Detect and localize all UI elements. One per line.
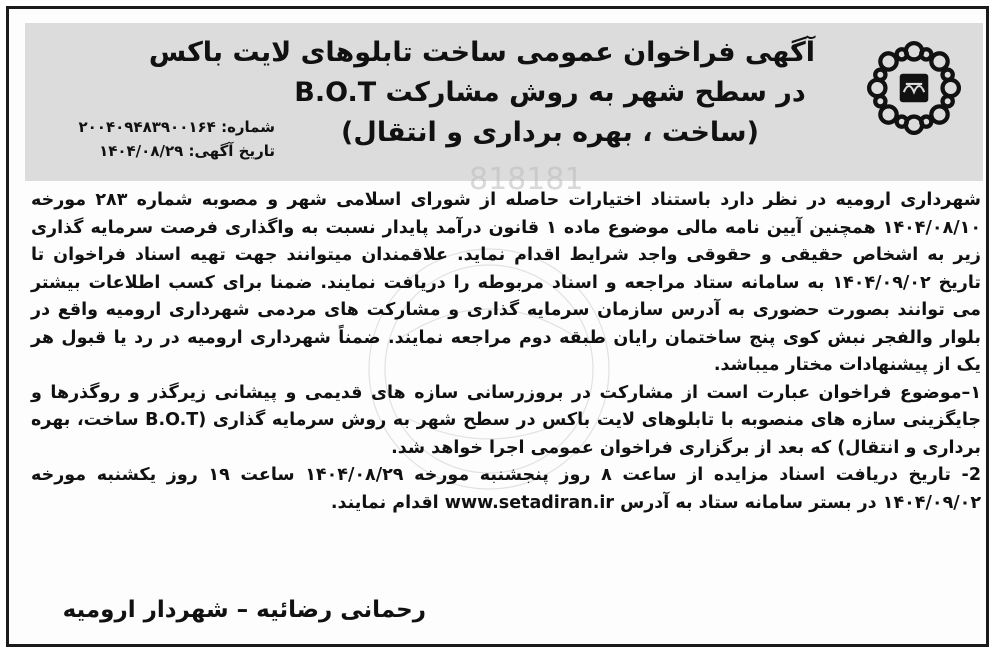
notice-body <box>31 187 981 517</box>
item-2-tail: اقدام نمایند. <box>330 492 439 513</box>
notice-meta <box>35 115 275 163</box>
signature: رحمانی رضائیه – شهردار ارومیه <box>62 597 426 623</box>
intro-paragraph: شهرداری ارومیه در نظر دارد باستناد اختیارات حاصله از شورای اسلامی شهر و مصوبه شماره ۲۸۳ مورخه ۱۴۰۴/۰۸/۱۰ همچنین آیین نامه مالی موضوع ماده ۱ قانون درآمد پایدار نسبت به واگذاری فرصت سرمایه گذاری زیر به اشخاص حقیقی و حقوقی واجد شرایط اقدام نماید. علاقمندان میتوانند جهت تهیه اسناد فراخوان تا تاریخ ۱۴۰۴/۰۹/۰۲ به سامانه ستاد مراجعه و اسناد مربوطه را دریافت نمایند. ضمنا برای کسب اطلاعات بیشتر می توانند بصورت حضوری به آدرس سازمان سرمایه گذاری و مشارکت های مردمی شهرداری ارومیه واقع در بلوار والفجر نبش کوی پنج ساختمان رایان طبقه دوم مراجعه نمایند. ضمناً شهرداری ارومیه در رد یا قبول هر یک از پیشنهادات مختار میباشد. <box>31 190 981 375</box>
notice-header <box>25 23 983 181</box>
notice-frame <box>6 6 989 647</box>
notice-date: تاریخ آگهی: ۱۴۰۴/۰۸/۲۹ <box>99 142 275 160</box>
item-1-paragraph: ۱–موضوع فراخوان عبارت است از مشارکت در بروزرسانی سازه های قدیمی و پیشانی زیرگذر و روگذرها و جایگزینی سازه های منصوبه با تابلوهای لایت باکس در سطح شهر به روش سرمایه گذاری (B.O.T ساخت، بهره برداری و انتقال) که بعد از برگزاری فراخوان عمومی اجرا خواهد شد. <box>31 382 982 458</box>
item-2-text: 2- تاریخ دریافت اسناد مزایده از ساعت ۸ روز پنجشنبه مورخه ۱۴۰۴/۰۸/۲۹ ساعت ۱۹ روز یکشنبه مورخه ۱۴۰۴/۰۹/۰۲ در بستر سامانه ستاد به آدرس <box>31 465 981 513</box>
title-line-1: آگهی فراخوان عمومی ساخت تابلوهای لایت باکس <box>148 37 815 68</box>
setadiran-link[interactable]: www.setadiran.ir <box>444 492 614 513</box>
item-2-paragraph <box>31 462 981 517</box>
notice-number: شماره: ۲۰۰۴۰۹۴۸۳۹۰۰۱۶۴ <box>78 118 275 136</box>
title-line-2: در سطح شهر به روش مشارکت B.O.T <box>294 77 806 108</box>
stamp-number: 818181 <box>469 162 584 197</box>
title-line-3: (ساخت ، بهره برداری و انتقال) <box>341 117 759 148</box>
urmia-municipality-emblem-icon <box>863 37 965 139</box>
